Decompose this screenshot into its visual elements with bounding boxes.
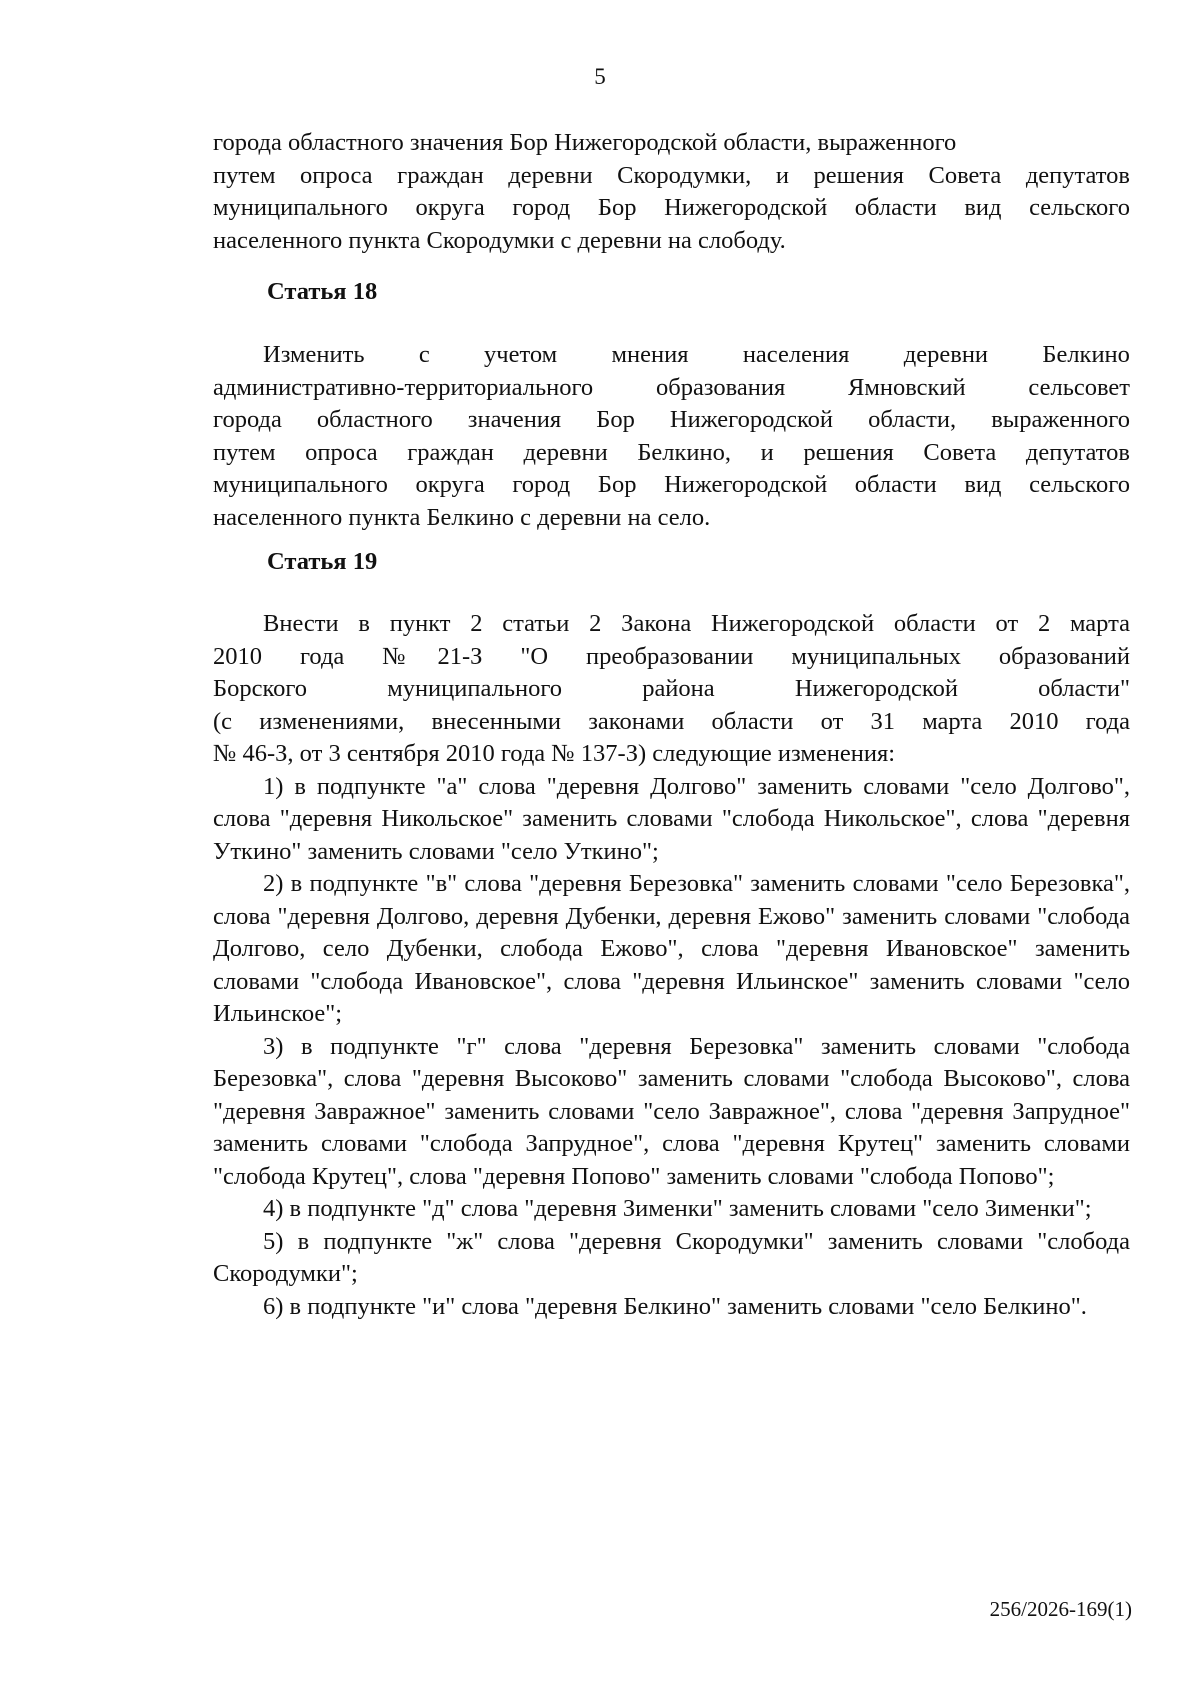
document-code: 256/2026-169(1) [989,1597,1132,1621]
article-18-heading: Статья 18 [267,278,378,305]
list-item: 1) в подпункте "а" слова "деревня Долгово" заменить словами "село Долгово", слова "деревня Никольское" заменить словами "слобода Никольское", слова "деревня Уткино" заменить словами "село Уткино"; [213,772,1130,865]
list-item: 3) в подпункте "г" слова "деревня Березовка" заменить словами "слобода Березовка", слова "деревня Высоково" заменить словами "слобода Высоково", слова "деревня Завражное" заменить словами "село Завражное", слова "деревня Запрудное" заменить словами "слобода Запрудное", слова "деревня Крутец" заменить словами "слобода Крутец", слова "деревня Попово" заменить словами "слобода Попово"; [213,1032,1130,1190]
text-line: населенного пункта Белкино с деревни на село. [213,503,711,531]
text-line: административно-территориального образования Ямновский сельсовет [213,373,1130,401]
text-line: Борского муниципального района Нижегородской области" [213,675,1130,702]
text-line: Изменить с учетом мнения населения деревни Белкино [263,341,1130,368]
article-19-heading: Статья 19 [267,548,378,575]
text-line: путем опроса граждан деревни Скородумки, и решения Совета депутатов [213,161,1130,189]
text-line: муниципального округа город Бор Нижегородской области вид сельского [213,471,1130,498]
text-line: 2010 года №21-З "О преобразовании муниципальных образований [213,642,1130,670]
page-number: 5 [594,64,606,89]
text-line: муниципального округа город Бор Нижегородской области вид сельского [213,194,1130,221]
text-line: города областного значения Бор Нижегородской области, выраженного [213,129,957,156]
text-line: № 46-З, от 3 сентября 2010 года № 137-З) следующие изменения: [213,740,896,767]
list-item: 5) в подпункте "ж" слова "деревня Скородумки" заменить словами "слобода Скородумки"; [213,1227,1130,1287]
continuation-paragraph [213,127,1130,257]
list-item: 6) в подпункте "и" слова "деревня Белкино" заменить словами "село Белкино". [263,1292,1087,1320]
text-line: города областного значения Бор Нижегородской области, выраженного [213,406,1130,433]
article-18-body [213,339,1130,534]
article-19-body [213,608,1130,1323]
list-item: 4) в подпункте "д" слова "деревня Зименки" заменить словами "село Зименки"; [263,1195,1092,1222]
list-item: 2) в подпункте "в" слова "деревня Березовка" заменить словами "село Березовка", слова "деревня Долгово, деревня Дубенки, деревня Ежово" заменить словами "слобода Долгово, село Дубенки, слобода Ежово", слова "деревня Ивановское" заменить словами "слобода Ивановское", слова "деревня Ильинское" заменить словами "село Ильинское"; [213,870,1130,1027]
text-line: населенного пункта Скородумки с деревни на слободу. [213,226,786,254]
text-line: (с изменениями, внесенными законами области от 31 марта 2010 года [213,707,1130,735]
text-line: Внести в пункт 2 статьи 2 Закона Нижегородской области от 2 марта [263,610,1130,637]
text-line: путем опроса граждан деревни Белкино, и решения Совета депутатов [213,438,1130,466]
